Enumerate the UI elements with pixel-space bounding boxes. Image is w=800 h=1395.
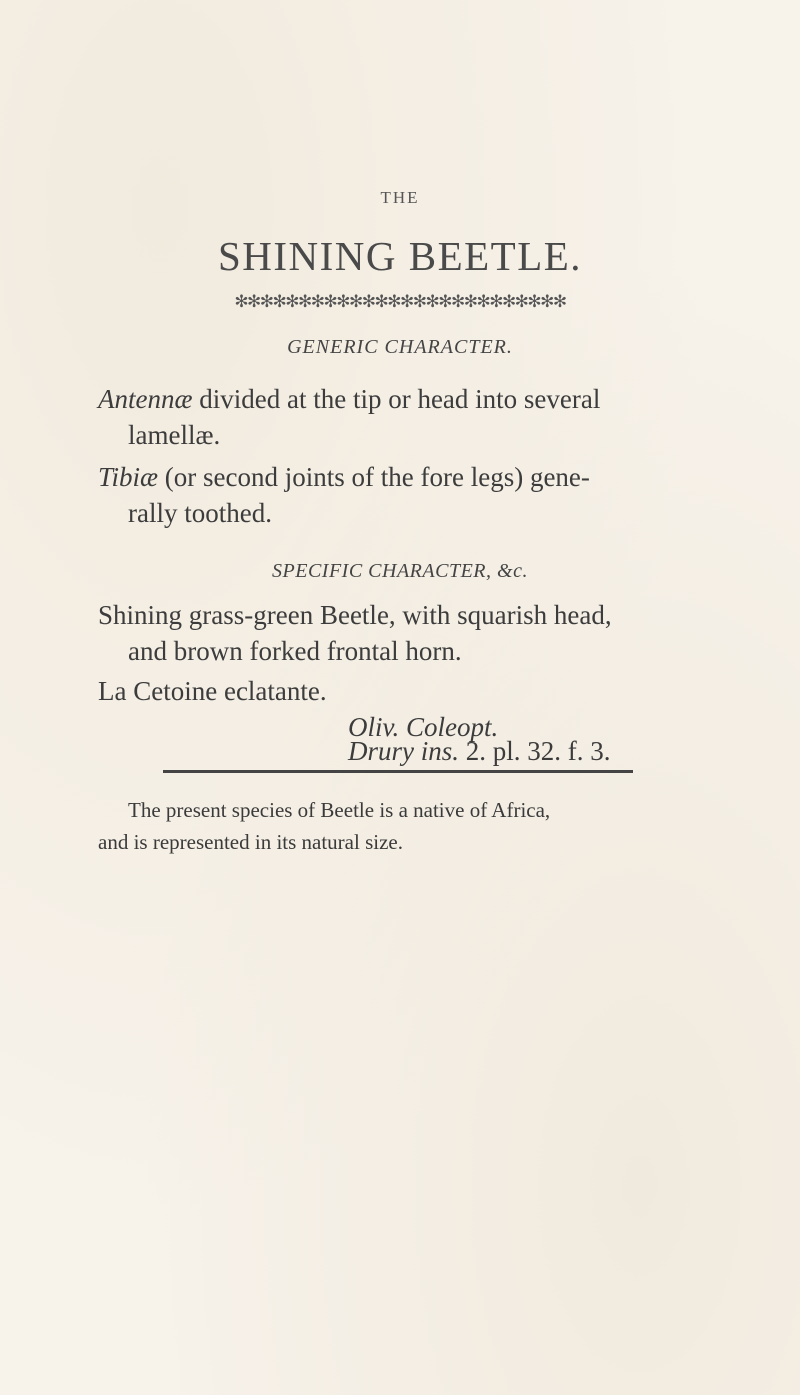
french-name: La Cetoine eclatante. — [98, 676, 327, 706]
tibiae-term: Tibiæ — [98, 462, 159, 492]
tibiae-description: (or second joints of the fore legs) gene- — [158, 462, 590, 492]
reference-drury-plate: 2. pl. 32. f. 3. — [459, 736, 611, 766]
asterisk-ornament: ✻✻✻✻✻✻✻✻✻✻✻✻✻✻✻✻✻✻✻✻✻✻✻✻✻✻ — [234, 292, 566, 311]
description-line-2: and brown forked frontal horn. — [128, 636, 462, 666]
paragraph-line-1: The present species of Beetle is a native of Africa, — [128, 798, 551, 822]
reference-olivier: Oliv. Coleopt. — [348, 712, 499, 742]
tibiae-continuation: rally toothed. — [128, 498, 272, 528]
generic-character-heading: GENERIC CHARACTER. — [287, 336, 513, 358]
paragraph-line-2: and is represented in its natural size. — [98, 830, 403, 854]
description-line-1: Shining grass-green Beetle, with squarish head, — [98, 600, 612, 630]
page-title: SHINING BEETLE. — [217, 233, 583, 279]
divider-rule — [163, 770, 633, 773]
specific-character-heading: SPECIFIC CHARACTER, &c. — [272, 560, 528, 582]
tibiae-line — [98, 462, 590, 493]
reference-drury-title: Drury ins. — [348, 736, 460, 766]
reference-drury — [348, 736, 611, 767]
antennae-term: Antennæ — [98, 384, 193, 414]
antennae-line — [98, 384, 600, 415]
antennae-continuation: lamellæ. — [128, 420, 221, 450]
antennae-description: divided at the tip or head into several — [192, 384, 601, 414]
title-article: THE — [380, 188, 420, 207]
